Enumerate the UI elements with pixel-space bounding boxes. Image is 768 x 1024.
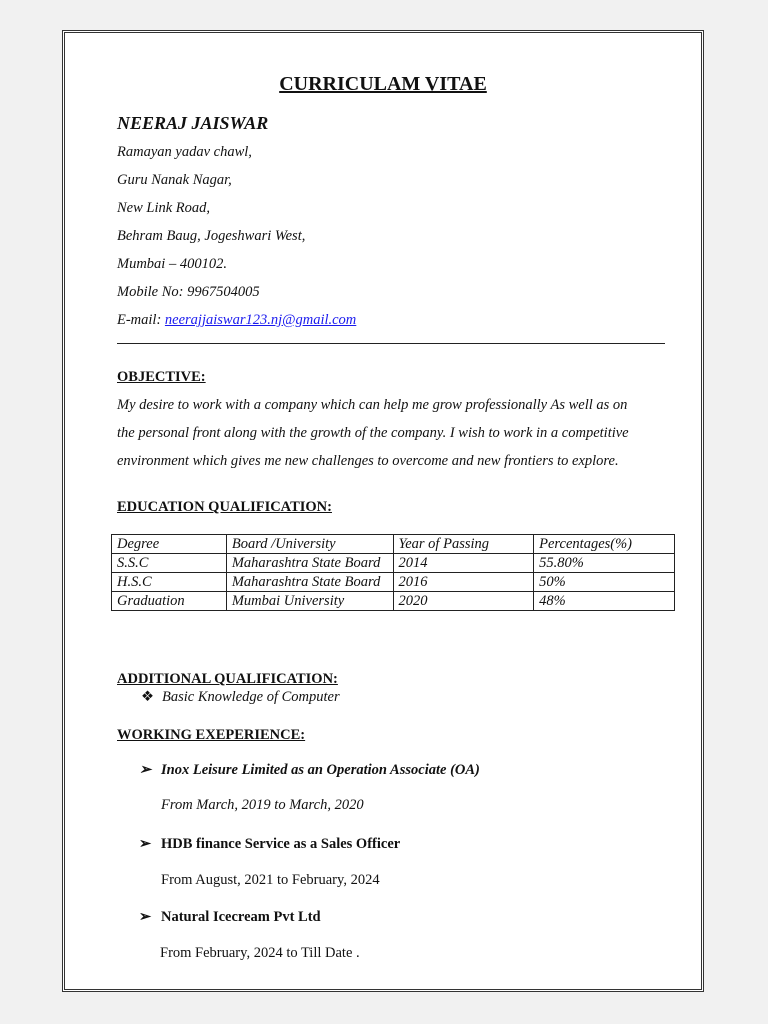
table-cell: 2020 <box>393 592 534 611</box>
table-cell: 2014 <box>393 554 534 573</box>
job-title: Inox Leisure Limited as an Operation Associate (OA) <box>161 762 480 778</box>
address-line-4: Behram Baug, Jogeshwari West, <box>117 228 306 244</box>
column-header: Board /University <box>226 535 393 554</box>
address-line-1: Ramayan yadav chawl, <box>117 144 252 160</box>
job-title: HDB finance Service as a Sales Officer <box>161 836 401 852</box>
document-title: CURRICULAM VITAE <box>279 73 487 95</box>
email-row <box>117 312 356 329</box>
education-table <box>111 534 675 611</box>
table-cell: 50% <box>534 573 675 592</box>
job-period: From August, 2021 to February, 2024 <box>161 872 380 888</box>
objective-heading: OBJECTIVE: <box>117 369 206 385</box>
experience-item <box>139 836 400 853</box>
table-cell: 2016 <box>393 573 534 592</box>
additional-item-text: Basic Knowledge of Computer <box>162 689 340 705</box>
job-period: From February, 2024 to Till Date . <box>160 945 360 961</box>
diamond-bullet-icon: ❖ <box>141 689 154 705</box>
table-cell: Graduation <box>112 592 227 611</box>
experience-item <box>139 762 480 779</box>
table-cell: S.S.C <box>112 554 227 573</box>
arrow-bullet-icon: ➢ <box>139 762 152 778</box>
address-line-2: Guru Nanak Nagar, <box>117 172 232 188</box>
table-header-row <box>112 535 675 554</box>
mobile-number: Mobile No: 9967504005 <box>117 284 260 300</box>
additional-heading: ADDITIONAL QUALIFICATION: <box>117 671 338 687</box>
email-label: E-mail: <box>117 312 165 328</box>
arrow-bullet-icon: ➢ <box>139 836 152 852</box>
table-cell: 55.80% <box>534 554 675 573</box>
column-header: Percentages(%) <box>534 535 675 554</box>
candidate-name: NEERAJ JAISWAR <box>117 113 269 133</box>
address-line-3: New Link Road, <box>117 200 211 216</box>
table-cell: Maharashtra State Board <box>226 573 393 592</box>
table-row <box>112 554 675 573</box>
job-title: Natural Icecream Pvt Ltd <box>161 909 321 925</box>
table-cell: H.S.C <box>112 573 227 592</box>
arrow-bullet-icon: ➢ <box>139 909 152 925</box>
table-cell: Mumbai University <box>226 592 393 611</box>
resume-page <box>62 30 704 992</box>
objective-line: environment which gives me new challenges to overcome and new frontiers to explore. <box>117 453 619 469</box>
experience-item <box>139 909 321 926</box>
list-item <box>141 689 340 706</box>
job-period: From March, 2019 to March, 2020 <box>161 797 364 813</box>
table-cell: 48% <box>534 592 675 611</box>
objective-line: My desire to work with a company which can help me grow professionally As well as on <box>117 397 628 413</box>
table-row <box>112 592 675 611</box>
experience-heading: WORKING EXEPERIENCE: <box>117 727 306 743</box>
objective-line: the personal front along with the growth of the company. I wish to work in a competitive <box>117 425 629 441</box>
column-header: Degree <box>112 535 227 554</box>
table-cell: Maharashtra State Board <box>226 554 393 573</box>
education-heading: EDUCATION QUALIFICATION: <box>117 499 332 515</box>
header-divider <box>117 343 665 344</box>
table-row <box>112 573 675 592</box>
objective-text <box>117 391 677 475</box>
address-line-5: Mumbai – 400102. <box>117 256 227 272</box>
email-link[interactable]: neerajjaiswar123.nj@gmail.com <box>164 312 357 328</box>
column-header: Year of Passing <box>393 535 534 554</box>
